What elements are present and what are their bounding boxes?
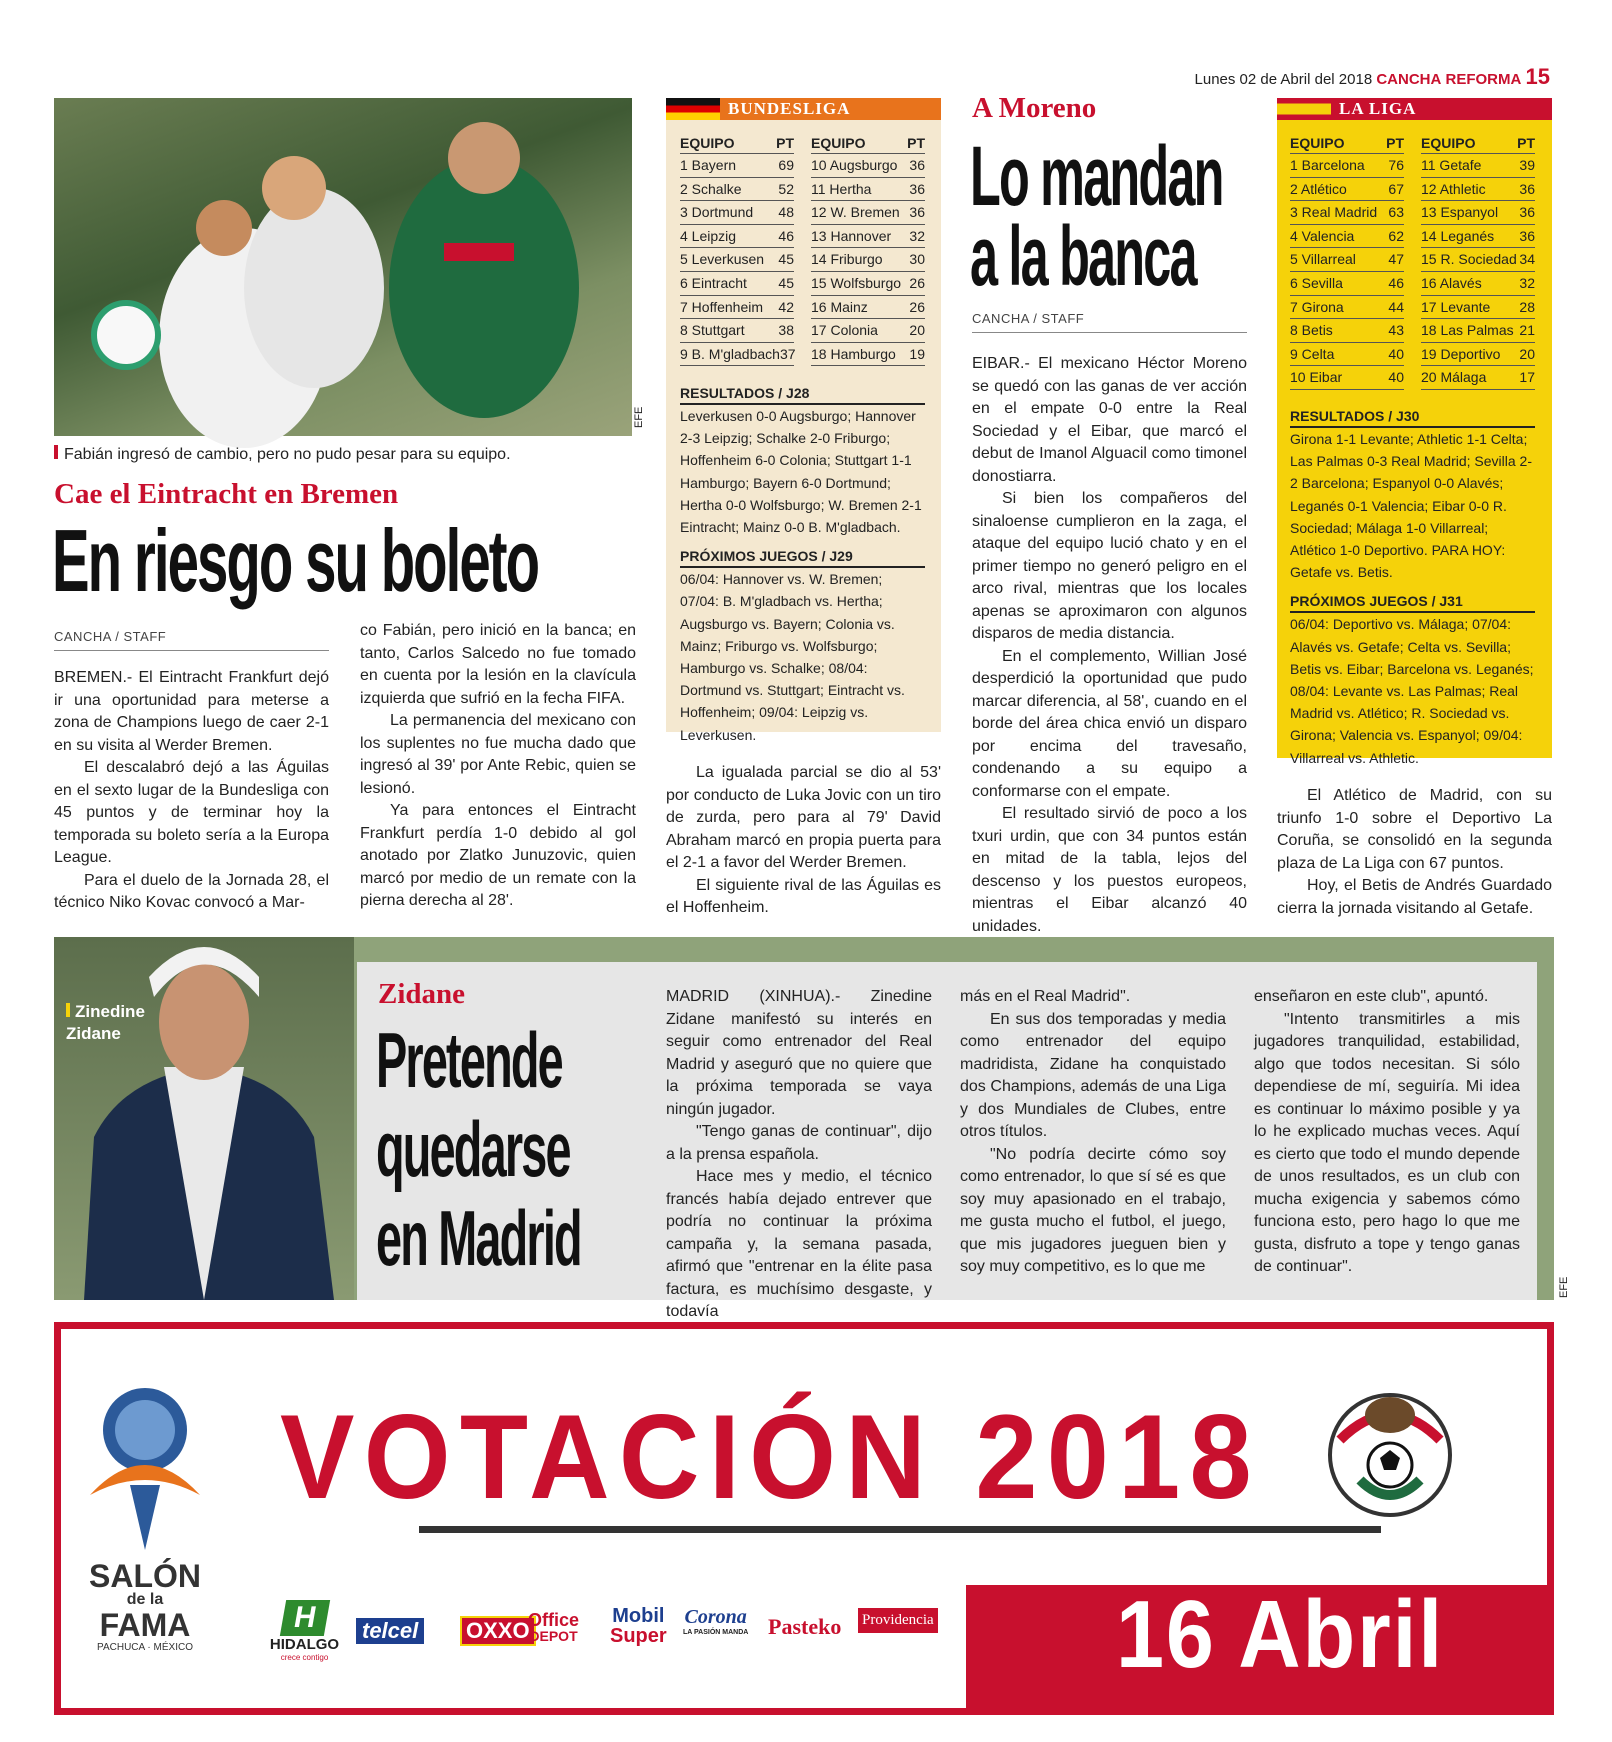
team-name: 19 Deportivo: [1421, 345, 1501, 362]
soccer-match-photo: [54, 98, 632, 436]
team-name: 6 Eintracht: [680, 274, 747, 291]
team-name: 18 Las Palmas: [1421, 322, 1514, 339]
caption-text: Fabián ingresó de cambio, pero no pudo pesar para su equipo.: [64, 446, 511, 463]
standings-row: [1290, 178, 1404, 202]
team-name: 9 B. M'gladbach: [680, 345, 780, 362]
team-points: 38: [778, 322, 794, 339]
spain-flag-icon: [1277, 98, 1331, 120]
standings-row: [811, 201, 925, 225]
team-points: 40: [1388, 369, 1404, 386]
story3-headline-line3: en Madrid: [376, 1194, 581, 1282]
standings-row: [1421, 366, 1535, 390]
standings-row: [811, 225, 925, 249]
team-points: 76: [1388, 157, 1404, 173]
story3-kicker: Zidane: [378, 978, 466, 1010]
standings-row: [680, 296, 794, 320]
team-points: 36: [1519, 204, 1535, 221]
team-points: 67: [1388, 180, 1404, 197]
team-name: 10 Augsburgo: [811, 157, 898, 173]
team-name: 2 Schalke: [680, 180, 742, 197]
team-name: 16 Mainz: [811, 298, 868, 315]
standings-row: [1421, 319, 1535, 343]
logo-text-dela: de la: [126, 1591, 164, 1608]
header-paper: REFORMA: [1445, 71, 1522, 88]
story1-column2: co Fabián, pero inició en la banca; en tanto, Carlos Salcedo no fue tomado en cuenta por la lesión en la clavícula izquierda que sufrió en la fecha FIFA. La permanencia del mexicano con los suplentes no fue mucha dado que ingresó al 39' por Ante Rebic, quien se lesionó. Ya para entonces el Eintracht Frankfurt perdía 1-0 debido al gol anotado por Zlatko Junuzovic, quien marcó por medio de un remate con la pierna derecha al 28'.: [360, 622, 636, 909]
team-points: 36: [1519, 227, 1535, 244]
team-name: 6 Sevilla: [1290, 274, 1343, 291]
ad-date: 16 Abril: [1116, 1581, 1445, 1688]
story1-column1: BREMEN.- El Eintracht Frankfurt dejó ir una oportunidad para meterse a zona de Champions luego de caer 2-1 en su visita al Werder Bremen. El descalabró dejó a las Águilas en el sexto lugar de la Bundesliga con 45 puntos y de terminar hoy la temporada su boleto sería a la Europa League. Para el duelo de la Jornada 28, el técnico Niko Kovac convocó a Mar-: [54, 669, 329, 911]
page-header: [1195, 64, 1550, 90]
team-name: 5 Villarreal: [1290, 251, 1356, 268]
standings-row: [1421, 248, 1535, 272]
team-name: 8 Stuttgart: [680, 322, 745, 339]
team-points: 36: [1519, 180, 1535, 197]
team-name: 16 Alavés: [1421, 274, 1482, 291]
team-points: 62: [1388, 227, 1404, 244]
standings-row: [1421, 154, 1535, 178]
team-points: 40: [1388, 345, 1404, 362]
team-points: 47: [1388, 251, 1404, 268]
team-name: 14 Friburgo: [811, 251, 883, 268]
laliga-title-bar: [1277, 98, 1552, 120]
hidalgo-logo-icon: H: [279, 1600, 329, 1636]
team-points: 45: [778, 251, 794, 268]
bundesliga-title-bar: [666, 98, 941, 120]
team-points: 46: [778, 227, 794, 244]
photo-caption: [54, 445, 511, 464]
ad-divider: [419, 1526, 1381, 1533]
team-points: 32: [909, 227, 925, 244]
sponsor-hidalgo: H HIDALGO crece contigo: [269, 1601, 340, 1662]
story2-column: EIBAR.- El mexicano Héctor Moreno se quedó con las ganas de ver acción en el empate 0-0 entre la Real Sociedad y el Eibar, que marcó el debut de Imanol Alguacil como timonel donostiarra. Si bien los compañeros del sinaloense cumplieron en la zaga, el ataque del equipo lució chato y en el primer tiempo no generó peligro en el arco rival, mientras que los locales apenas se aproximaron con algunos disparos de media distancia. En el complemento, Willian José desperdició la oportunidad que pudo marcar diferencia, al 58', cuando en el borde del área chica envió un disparo por encima del travesaño, condenando a su equipo a conformarse con el empate. El resultado sirvió de poco a los txuri urdin, que con 34 puntos están en mitad de la tabla, lejos del descenso y los puestos europeos, mientras el Eibar alcanzó 40 unidades.: [972, 355, 1247, 935]
zidane-photo: [54, 937, 354, 1300]
team-points: 26: [909, 274, 925, 291]
standings-row: [811, 343, 925, 367]
laliga-results: RESULTADOS / J30 Girona 1-1 Levante; Athletic 1-1 Celta; Las Palmas 0-3 Real Madrid; Sevilla 2-2 Barcelona; Espanyol 0-0 Alavés; Leganés 0-1 Valencia; Eibar 0-0 R. Sociedad; Málaga 1-0 Villarreal; Atlético 1-0 Deportivo. PARA HOY: Getafe vs. Betis. PRÓXIMOS JUEGOS / J31 06/04: Deportivo vs. Málaga; 07/04: Alavés vs. Getafe; Celta vs. Sevilla; Betis vs. Eibar; Barcelona vs. Leganés; 08/04: Levante vs. Las Palmas; Real Madrid vs. Atlético; R. Sociedad vs. Girona; Valencia vs. Espanyol; 09/04: Villarreal vs. Athletic.: [1290, 408, 1534, 766]
sponsor-office-depot: Office DEPOT: [528, 1610, 580, 1644]
sponsor-telcel: telcel: [356, 1618, 424, 1644]
team-name: 1 Barcelona: [1290, 157, 1365, 173]
team-points: 36: [909, 157, 925, 173]
team-name: 11 Getafe: [1421, 157, 1482, 173]
team-points: 21: [1519, 322, 1535, 339]
logo-text-pachuca: PACHUCA · MÉXICO: [97, 1642, 193, 1653]
zidane-photo-credit: EFE: [1558, 1276, 1570, 1298]
team-name: 12 W. Bremen: [811, 204, 900, 221]
standings-row: [1290, 248, 1404, 272]
story2-headline-line2: a la banca: [970, 209, 1196, 303]
team-name: 17 Levante: [1421, 298, 1491, 315]
team-name: 2 Atlético: [1290, 180, 1347, 197]
standings-row: [680, 201, 794, 225]
team-points: 32: [1519, 274, 1535, 291]
team-points: 36: [909, 204, 925, 221]
standings-row: [811, 178, 925, 202]
bundesliga-results: RESULTADOS / J28 Leverkusen 0-0 Augsburgo; Hannover 2-3 Leipzig; Schalke 2-0 Friburgo; Hoffenheim 6-0 Colonia; Stuttgart 1-1 Hamburgo; Bayern 6-0 Dortmund; Hertha 0-0 Wolfsburgo; W. Bremen 2-1 Eintracht; Mainz 0-0 B. M'gladbach. PRÓXIMOS JUEGOS / J29 06/04: Hannover vs. W. Bremen; 07/04: B. M'gladbach vs. Hertha; Augsburgo vs. Bayern; Colonia vs. Mainz; Friburgo vs. Wolfsburgo; Hamburgo vs. Schalke; 08/04: Dortmund vs. Stuttgart; Eintracht vs. Hoffenheim; 09/04: Leipzig vs. Leverkusen.: [680, 375, 925, 746]
team-name: 13 Espanyol: [1421, 204, 1499, 221]
story3-column3: enseñaron en este club", apuntó. "Intento transmitirles a mis jugadores tranquilidad, estabilidad, algo que todos necesitan. Si sólo dependiese de mí, seguiría. Mi idea es continuar lo máximo posible y ya lo he explicado muchas veces. Aquí es cierto que todo el mundo depende de unos resultados, es un club con mucha exigencia y sabemos cómo funciona esto, pero hago lo que me gusta, disfruto a tope y tengo ganas de continuar".: [1254, 988, 1520, 1275]
sponsor-mobil-super: Mobil Super: [610, 1605, 667, 1647]
team-points: 63: [1388, 204, 1404, 221]
team-name: 8 Betis: [1290, 322, 1333, 339]
standings-row: [1290, 319, 1404, 343]
team-points: 39: [1519, 157, 1535, 173]
team-name: 11 Hertha: [811, 180, 872, 197]
standings-row: [1421, 272, 1535, 296]
team-name: 15 R. Sociedad: [1421, 251, 1517, 268]
team-name: 20 Málaga: [1421, 369, 1487, 386]
team-points: 45: [778, 274, 794, 291]
laliga-title: LA LIGA: [1339, 99, 1417, 118]
team-name: 1 Bayern: [680, 157, 737, 173]
sponsor-oxxo: OXXO: [460, 1616, 536, 1646]
team-points: 20: [1519, 345, 1535, 362]
story3-column1: MADRID (XINHUA).- Zinedine Zidane manifestó su interés en seguir como entrenador del Real Madrid y aseguró que no quiere que la próxima temporada se vaya ningún jugador. "Tengo ganas de continuar", dijo a la prensa española. Hace mes y medio, el técnico francés había dejado entrever que podría no continuar la próxima campaña y, la semana pasada, afirmó que "entrenar en la élite pasa factura, es muchísimo desgaste, y todavía: [666, 988, 932, 1320]
team-points: 30: [909, 251, 925, 268]
team-name: 4 Leipzig: [680, 227, 737, 244]
standings-row: [811, 319, 925, 343]
standings-row: [1290, 272, 1404, 296]
story1-headline: En riesgo su boleto: [52, 511, 539, 610]
team-name: 7 Hoffenheim: [680, 298, 764, 315]
team-points: 19: [909, 345, 925, 362]
team-name: 12 Athletic: [1421, 180, 1486, 197]
team-points: 37: [779, 345, 796, 362]
story2-byline: CANCHA / STAFF: [972, 311, 1085, 326]
team-points: 43: [1388, 322, 1404, 339]
header-date: Lunes 02 de Abril del 2018: [1194, 71, 1373, 88]
team-points: 52: [778, 180, 794, 197]
bundesliga-table-left: EQUIPO PT 1 Bayern 69 2 Schalke 52 3 Dortmund 48 4 Leipzig 46 5 Leverkusen 45 6 Eintracht 45 7 Hoffenheim 42 8 Stuttgart 38 9 B. M'gladbach 37: [680, 133, 794, 366]
standings-row: [1421, 201, 1535, 225]
logo-text-fama: FAMA: [99, 1607, 191, 1643]
standings-row: [1290, 201, 1404, 225]
bundesliga-title: BUNDESLIGA: [728, 99, 851, 118]
sponsor-providencia: Providencia: [858, 1608, 938, 1633]
team-name: 4 Valencia: [1290, 227, 1355, 244]
header-section: CANCHA: [1376, 71, 1442, 88]
team-points: 36: [909, 180, 925, 197]
standings-row: [811, 296, 925, 320]
story1-column3: La igualada parcial se dio al 53' por conducto de Luka Jovic con un tiro de zurda, pero para al 79' David Abraham marcó en propia puerta para el 2-1 a favor del Werder Bremen. El siguiente rival de las Águilas es el Hoffenheim.: [666, 764, 941, 916]
team-name: 7 Girona: [1290, 298, 1344, 315]
story3-headline-line2: quedarse: [376, 1105, 570, 1193]
zidane-illustration: [54, 937, 354, 1300]
standings-row: [1421, 343, 1535, 367]
sponsor-pasteko: Pasteko: [768, 1614, 842, 1639]
standings-row: [1421, 178, 1535, 202]
standings-row: [680, 319, 794, 343]
players-illustration: [54, 98, 632, 436]
team-points: 34: [1519, 251, 1535, 268]
team-name: 3 Real Madrid: [1290, 204, 1378, 221]
standings-row: [811, 272, 925, 296]
sponsor-corona: Corona LA PASIÓN MANDA: [683, 1606, 749, 1636]
team-points: 17: [1519, 369, 1535, 386]
team-name: 5 Leverkusen: [680, 251, 765, 268]
team-points: 42: [778, 298, 794, 315]
story2-kicker: A Moreno: [972, 92, 1097, 124]
team-name: 9 Celta: [1290, 345, 1335, 362]
team-name: 15 Wolfsburgo: [811, 274, 902, 291]
germany-flag-icon: [666, 98, 720, 120]
team-name: 18 Hamburgo: [811, 345, 896, 362]
story2-headline-line1: Lo mandan: [970, 129, 1223, 223]
team-name: 14 Leganés: [1421, 227, 1495, 244]
standings-row: [1290, 343, 1404, 367]
team-name: 13 Hannover: [811, 227, 892, 244]
team-name: 17 Colonia: [811, 322, 878, 339]
salon-fama-emblem-icon: [70, 1375, 220, 1555]
team-points: 28: [1519, 298, 1535, 315]
standings-row: [1290, 225, 1404, 249]
page-number: 15: [1525, 64, 1550, 89]
standings-row: [680, 272, 794, 296]
logo-text-salon: SALÓN: [89, 1558, 201, 1594]
story3-headline-line1: Pretende: [376, 1016, 562, 1104]
team-points: 48: [778, 204, 794, 221]
standings-row: [1290, 154, 1404, 178]
ad-title: VOTACIÓN 2018: [280, 1390, 1261, 1524]
bundesliga-table-right: EQUIPO PT 10 Augsburgo 36 11 Hertha 36 12 W. Bremen 36 13 Hannover 32 14 Friburgo 30 15 Wolfsburgo 26 16 Mainz 26 17 Colonia 20 18 Hamburgo 19: [811, 133, 925, 366]
salon-fama-logo: [70, 1375, 220, 1675]
fmf-crest-icon: [1320, 1370, 1460, 1520]
standings-row: [680, 225, 794, 249]
standings-row: [1290, 296, 1404, 320]
standings-row: [811, 248, 925, 272]
standings-row: [680, 178, 794, 202]
story1-kicker: Cae el Eintracht en Bremen: [54, 478, 399, 510]
standings-row: [1421, 225, 1535, 249]
standings-row: [1421, 296, 1535, 320]
story3-column2: más en el Real Madrid". En sus dos temporadas y media como entrenador del equipo madridista, Zidane ha conquistado dos Champions, además de una Liga y dos Mundiales de Clubes, entre otros títulos. "No podría decirte cómo soy como entrenador, lo que sí sé es que soy muy apasionado en el trabajo, me gusta mucho el futbol, el juego, que mis jugadores jueguen bien y soy muy competitivo, es lo que me: [960, 988, 1226, 1275]
story2-column2: El Atlético de Madrid, con su triunfo 1-0 sobre el Deportivo La Coruña, se consolidó en la segunda plaza de La Liga con 67 puntos. Hoy, el Betis de Andrés Guardado cierra la jornada visitando al Getafe.: [1277, 787, 1552, 917]
story1-byline: CANCHA / STAFF: [54, 629, 167, 644]
zidane-caption: Zinedine Zidane: [66, 1002, 145, 1043]
standings-row: [680, 343, 794, 367]
team-name: 3 Dortmund: [680, 204, 754, 221]
team-points: 69: [778, 157, 794, 173]
team-points: 44: [1388, 298, 1404, 315]
laliga-table-left: EQUIPO PT 1 Barcelona 76 2 Atlético 67 3 Real Madrid 63 4 Valencia 62 5 Villarreal 47 6 Sevilla 46 7 Girona 44 8 Betis 43 9 Celta 40 10 Eibar 40: [1290, 133, 1404, 390]
standings-row: [811, 154, 925, 178]
laliga-table-right: EQUIPO PT 11 Getafe 39 12 Athletic 36 13 Espanyol 36 14 Leganés 36 15 R. Sociedad 34 16 Alavés 32 17 Levante 28 18 Las Palmas 21 19 Deportivo 20 20 Málaga 17: [1421, 133, 1535, 390]
standings-row: [680, 248, 794, 272]
team-name: 10 Eibar: [1290, 369, 1343, 386]
standings-row: [1290, 366, 1404, 390]
team-points: 46: [1388, 274, 1404, 291]
team-points: 20: [909, 322, 925, 339]
team-points: 26: [909, 298, 925, 315]
standings-row: [680, 154, 794, 178]
photo-credit: EFE: [633, 406, 645, 428]
